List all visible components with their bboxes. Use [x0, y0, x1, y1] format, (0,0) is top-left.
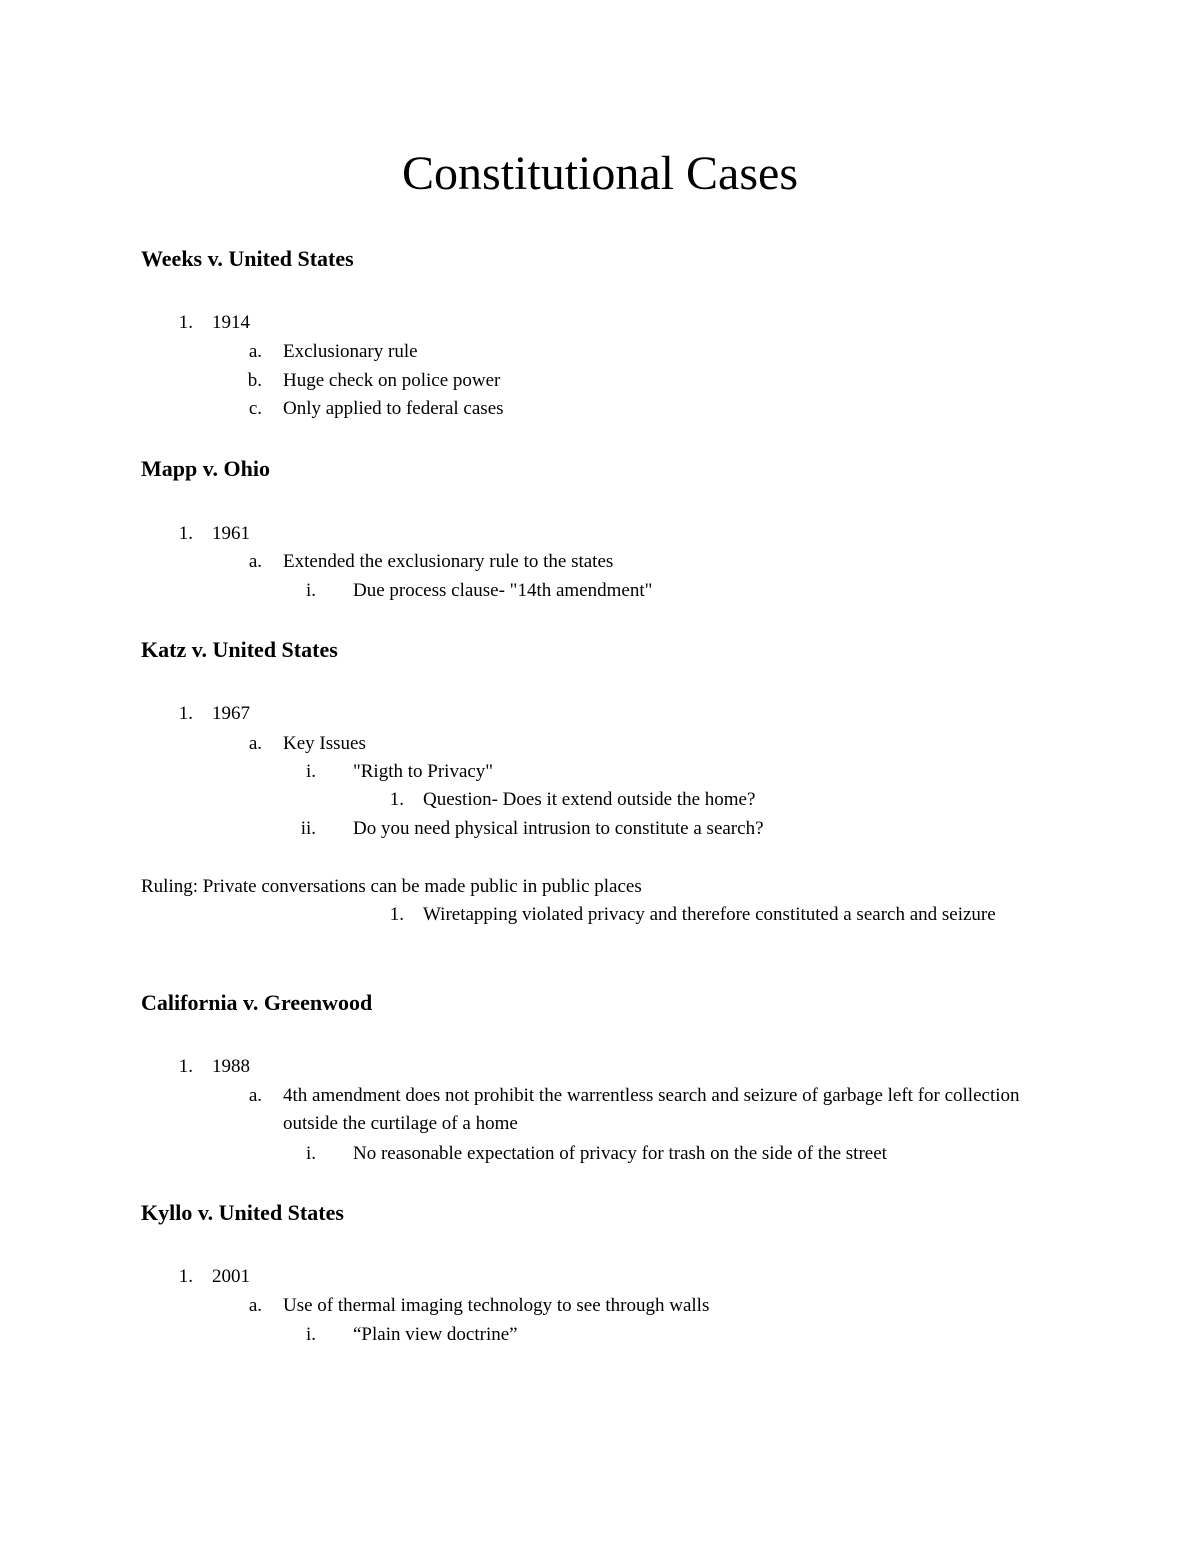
- list-marker: 1.: [389, 904, 404, 925]
- list-marker: 1.: [178, 312, 193, 333]
- list-item-text: Exclusionary rule: [283, 341, 418, 362]
- list-marker: 1.: [178, 703, 193, 724]
- list-item-text: 1967: [212, 703, 250, 724]
- list-item-text: Huge check on police power: [283, 370, 501, 391]
- list-marker: 1.: [178, 523, 193, 544]
- list-item-text: No reasonable expectation of privacy for trash on the side of the street: [353, 1143, 887, 1164]
- list-item-text: 1961: [212, 523, 250, 544]
- document-title: Constitutional Cases: [402, 147, 798, 200]
- list-item-text: “Plain view doctrine”: [353, 1324, 518, 1345]
- list-marker: a.: [248, 551, 262, 572]
- case-heading-greenwood: California v. Greenwood: [141, 990, 373, 1015]
- list-item-text: 4th amendment does not prohibit the warrentless search and seizure of garbage left for collection outside the curtilage of a home: [283, 1085, 1020, 1134]
- list-marker: 1.: [178, 1266, 193, 1287]
- ruling-text: Ruling: Private conversations can be made public in public places: [141, 876, 642, 897]
- list-item-text: Do you need physical intrusion to constitute a search?: [353, 818, 764, 839]
- list-marker: a.: [248, 1085, 262, 1106]
- list-marker: 1.: [178, 1056, 193, 1077]
- list-item-text: 1988: [212, 1056, 250, 1077]
- list-item-text: Key Issues: [283, 733, 366, 754]
- list-marker: i.: [305, 580, 316, 601]
- case-heading-mapp: Mapp v. Ohio: [141, 456, 270, 481]
- list-marker: a.: [248, 341, 262, 362]
- case-heading-katz: Katz v. United States: [141, 637, 338, 662]
- list-item-text: Wiretapping violated privacy and therefore constituted a search and seizure: [423, 904, 996, 925]
- case-heading-weeks: Weeks v. United States: [141, 246, 354, 271]
- list-marker: i.: [305, 1143, 316, 1164]
- list-marker: i.: [305, 761, 316, 782]
- list-marker: b.: [247, 370, 262, 391]
- list-item-text: Only applied to federal cases: [283, 398, 504, 419]
- list-item-text: Extended the exclusionary rule to the states: [283, 551, 614, 572]
- list-marker: c.: [248, 398, 262, 419]
- list-item-text: 1914: [212, 312, 250, 333]
- case-heading-kyllo: Kyllo v. United States: [141, 1200, 344, 1225]
- list-marker: ii.: [300, 818, 316, 839]
- list-marker: a.: [248, 733, 262, 754]
- list-item-text: "Rigth to Privacy": [353, 761, 494, 782]
- list-item-text: 2001: [212, 1266, 250, 1287]
- list-marker: 1.: [389, 789, 404, 810]
- list-marker: a.: [248, 1295, 262, 1316]
- list-item-text: Question- Does it extend outside the home?: [423, 789, 756, 810]
- list-item-text: Use of thermal imaging technology to see through walls: [283, 1295, 710, 1316]
- list-item-text: Due process clause- "14th amendment": [353, 580, 653, 601]
- list-marker: i.: [305, 1324, 316, 1345]
